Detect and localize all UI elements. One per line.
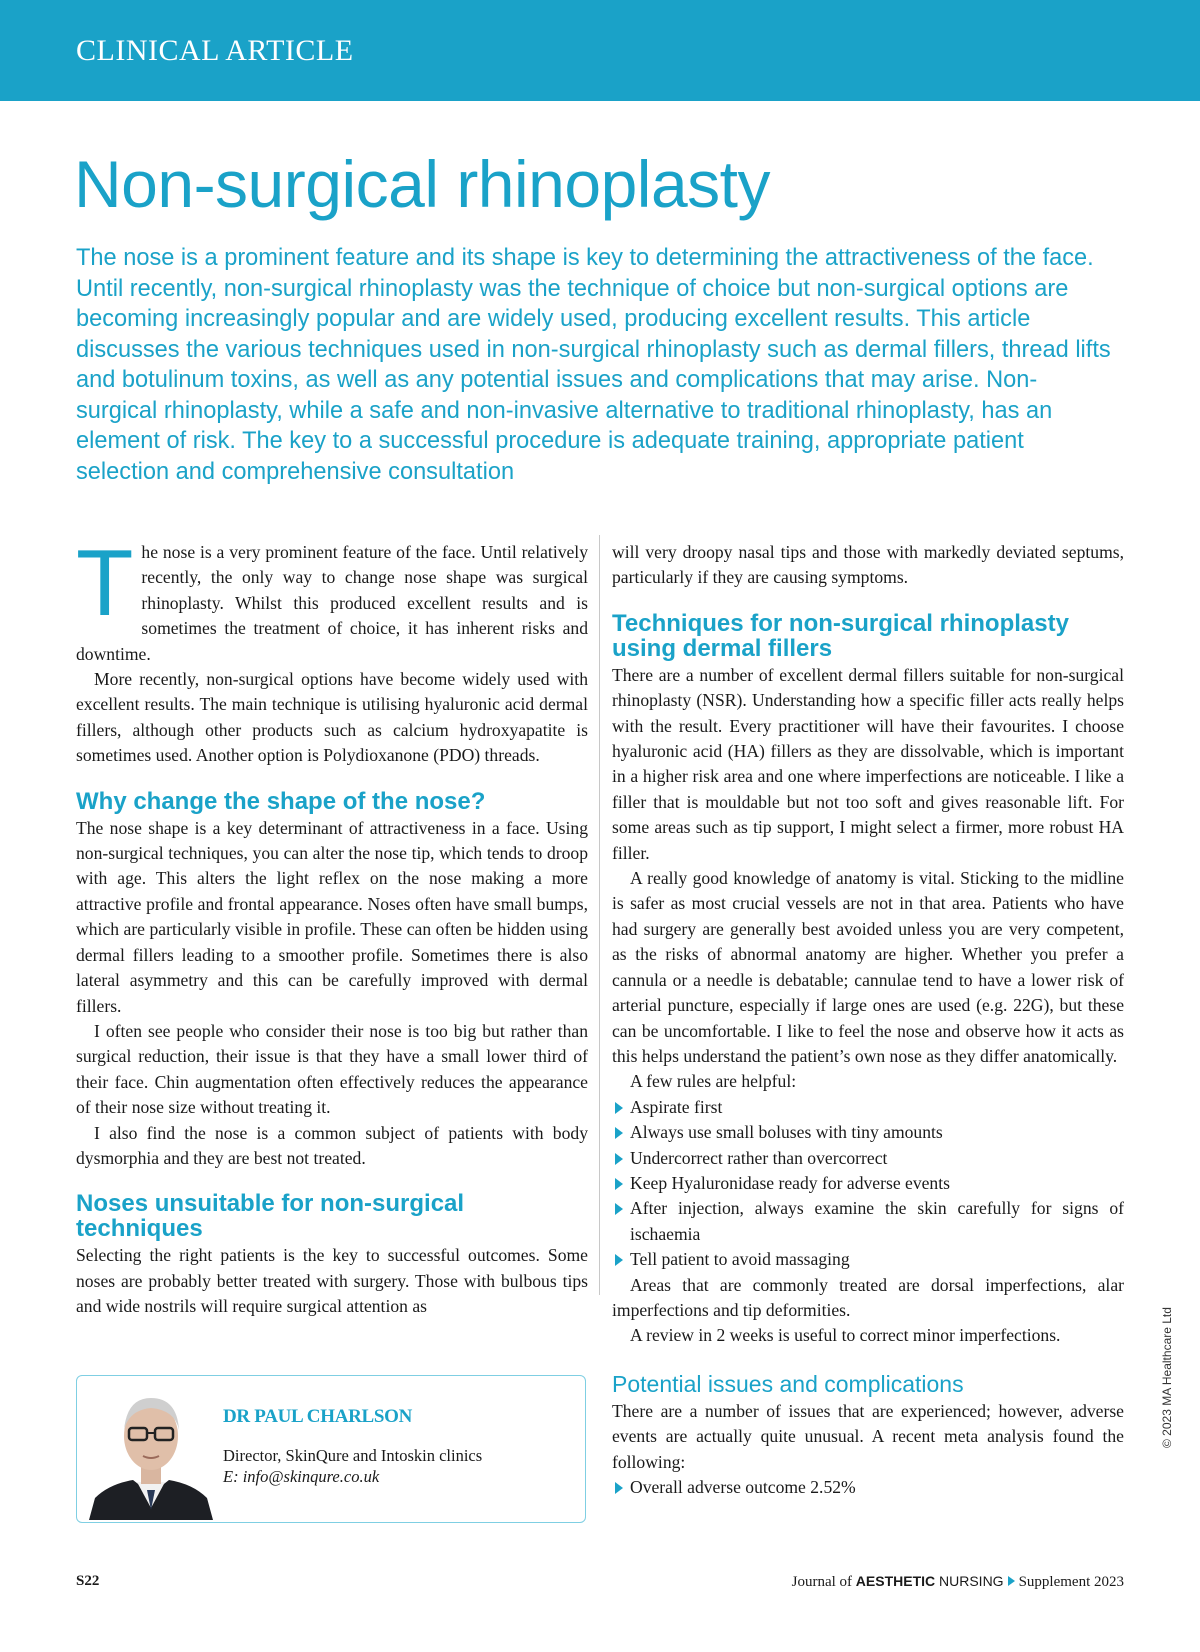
bullet-triangle-icon xyxy=(615,1153,623,1165)
article-standfirst: The nose is a prominent feature and its shape is key to determining the attractiveness of the face. Until recently, non-surgical rhinoplasty was the technique of choice but non-surgical options are becoming increasingly popular and are widely used, producing excellent results. This article discusses the various techniques used in non-surgical rhinoplasty such as dermal fillers, thread lifts and botulinum toxins, as well as any potential issues and complications that may arise. Non-surgical rhinoplasty, while a safe and non-invasive alternative to traditional rhinoplasty, has an element of risk. The key to a successful procedure is adequate training, appropriate patient selection and comprehensive consultation xyxy=(76,245,1111,485)
section-banner xyxy=(0,0,1200,101)
section-heading-unsuitable: Noses unsuitable for non-surgical techniques xyxy=(76,1190,465,1243)
body-paragraph: There are a number of issues that are experienced; however, adverse events are actually quite unusual. A recent meta analysis found the following: xyxy=(612,1400,1124,1472)
right-column xyxy=(612,540,1124,1500)
body-paragraph: I also find the nose is a common subject of patients with body dysmorphia and they are best not treated. xyxy=(76,1122,588,1168)
author-role: Director, SkinQure and Intoskin clinics xyxy=(223,1446,483,1465)
body-paragraph: A review in 2 weeks is useful to correct minor imperfections. xyxy=(630,1325,1061,1346)
article-title: Non-surgical rhinoplasty xyxy=(74,147,770,221)
author-box xyxy=(76,1375,586,1523)
bullet-triangle-icon xyxy=(615,1102,623,1114)
list-item: Aspirate first xyxy=(612,1095,1124,1120)
footer-triangle-icon xyxy=(1008,1576,1015,1586)
author-name: DR PAUL CHARLSON xyxy=(223,1406,413,1427)
bullet-triangle-icon xyxy=(615,1482,623,1494)
intro-paragraph xyxy=(76,530,588,667)
list-item: Overall adverse outcome 2.52% xyxy=(612,1475,1124,1500)
body-paragraph: A few rules are helpful: xyxy=(630,1071,797,1092)
journal-footer: Journal of AESTHETIC NURSING Supplement 2023 xyxy=(791,1573,1124,1590)
bullet-triangle-icon xyxy=(615,1254,623,1266)
section-heading-issues: Potential issues and complications xyxy=(612,1370,964,1397)
left-column xyxy=(76,530,588,1320)
list-item: Always use small boluses with tiny amounts xyxy=(612,1120,1124,1145)
author-photo xyxy=(89,1386,213,1520)
body-paragraph: More recently, non-surgical options have become widely used with excellent results. The main technique is utilising hyaluronic acid dermal fillers, although other products such as calcium hydroxyapatite is sometimes used. Another option is Polydioxanone (PDO) threads. xyxy=(76,669,588,766)
body-paragraph: Selecting the right patients is the key to successful outcomes. Some noses are probably better treated with surgery. Those with bulbous tips and wide nostrils will require surgical attention as xyxy=(76,1245,588,1317)
list-item: After injection, always examine the skin carefully for signs of ischaemia xyxy=(612,1196,1124,1247)
copyright-notice: © 2023 MA Healthcare Ltd xyxy=(1160,1307,1174,1448)
bullet-triangle-icon xyxy=(615,1203,623,1215)
list-item: Undercorrect rather than overcorrect xyxy=(612,1146,1124,1171)
body-paragraph: The nose shape is a key determinant of attractiveness in a face. Using non-surgical techniques, you can alter the nose tip, which tends to droop with age. This alters the light reflex on the nose making a more attractive profile and frontal appearance. Noses often have small bumps, which are particularly visible in profile. These can often be hidden using dermal fillers leading to a smoother profile. Sometimes there is also lateral asymmetry and this can be carefully improved with dermal fillers. xyxy=(76,817,588,1016)
drop-cap: T xyxy=(76,530,134,635)
section-heading-techniques: Techniques for non-surgical rhinoplasty using dermal fillers xyxy=(612,609,1069,662)
list-item: Keep Hyaluronidase ready for adverse events xyxy=(612,1171,1124,1196)
author-email: E: info@skinqure.co.uk xyxy=(223,1467,380,1486)
body-paragraph: Areas that are commonly treated are dorsal imperfections, alar imperfections and tip deformities. xyxy=(612,1274,1124,1320)
section-label: CLINICAL ARTICLE xyxy=(76,34,354,67)
column-divider xyxy=(599,535,600,1295)
page-number: S22 xyxy=(76,1573,100,1589)
body-paragraph: will very droopy nasal tips and those with markedly deviated septums, particularly if they are causing symptoms. xyxy=(612,542,1124,588)
list-item: Tell patient to avoid massaging xyxy=(612,1247,1124,1272)
bullet-triangle-icon xyxy=(615,1178,623,1190)
bullet-triangle-icon xyxy=(615,1127,623,1139)
body-paragraph: A really good knowledge of anatomy is vital. Sticking to the midline is safer as most crucial vessels are not in that area. Patients who have had surgery are generally best avoided unless you are very competent, as the risks of abnormal anatomy are higher. Whether you prefer a cannula or a needle is debatable; cannulae tend to have a lower risk of arterial puncture, especially if large ones are used (e.g. 22G), but these can be uncomfortable. I like to feel the nose and observe how it acts as this helps understand the patient’s own nose as they differ anatomically. xyxy=(612,868,1124,1066)
body-paragraph: There are a number of excellent dermal fillers suitable for non-surgical rhinoplasty (NSR). Understanding how a specific filler acts really helps with the result. Every practitioner will have their favourites. I choose hyaluronic acid (HA) fillers as they are dissolvable, which is important in a higher risk area and one where imperfections are noticeable. I like a filler that is mouldable but not too soft and gives reasonable lift. For some areas such as tip support, I might select a firmer, more robust HA filler. xyxy=(612,664,1124,863)
intro-text: he nose is a very prominent feature of the face. Until relatively recently, the only way to change nose shape was surgical rhinoplasty. Whilst this produced excellent results and is sometimes the treatment of choice, it has inherent risks and downtime. xyxy=(76,542,588,664)
section-heading-why: Why change the shape of the nose? xyxy=(76,787,486,815)
body-paragraph: I often see people who consider their nose is too big but rather than surgical reduction, their issue is that they have a small lower third of their face. Chin augmentation often effectively reduces the appearance of their nose size without treating it. xyxy=(76,1020,588,1118)
